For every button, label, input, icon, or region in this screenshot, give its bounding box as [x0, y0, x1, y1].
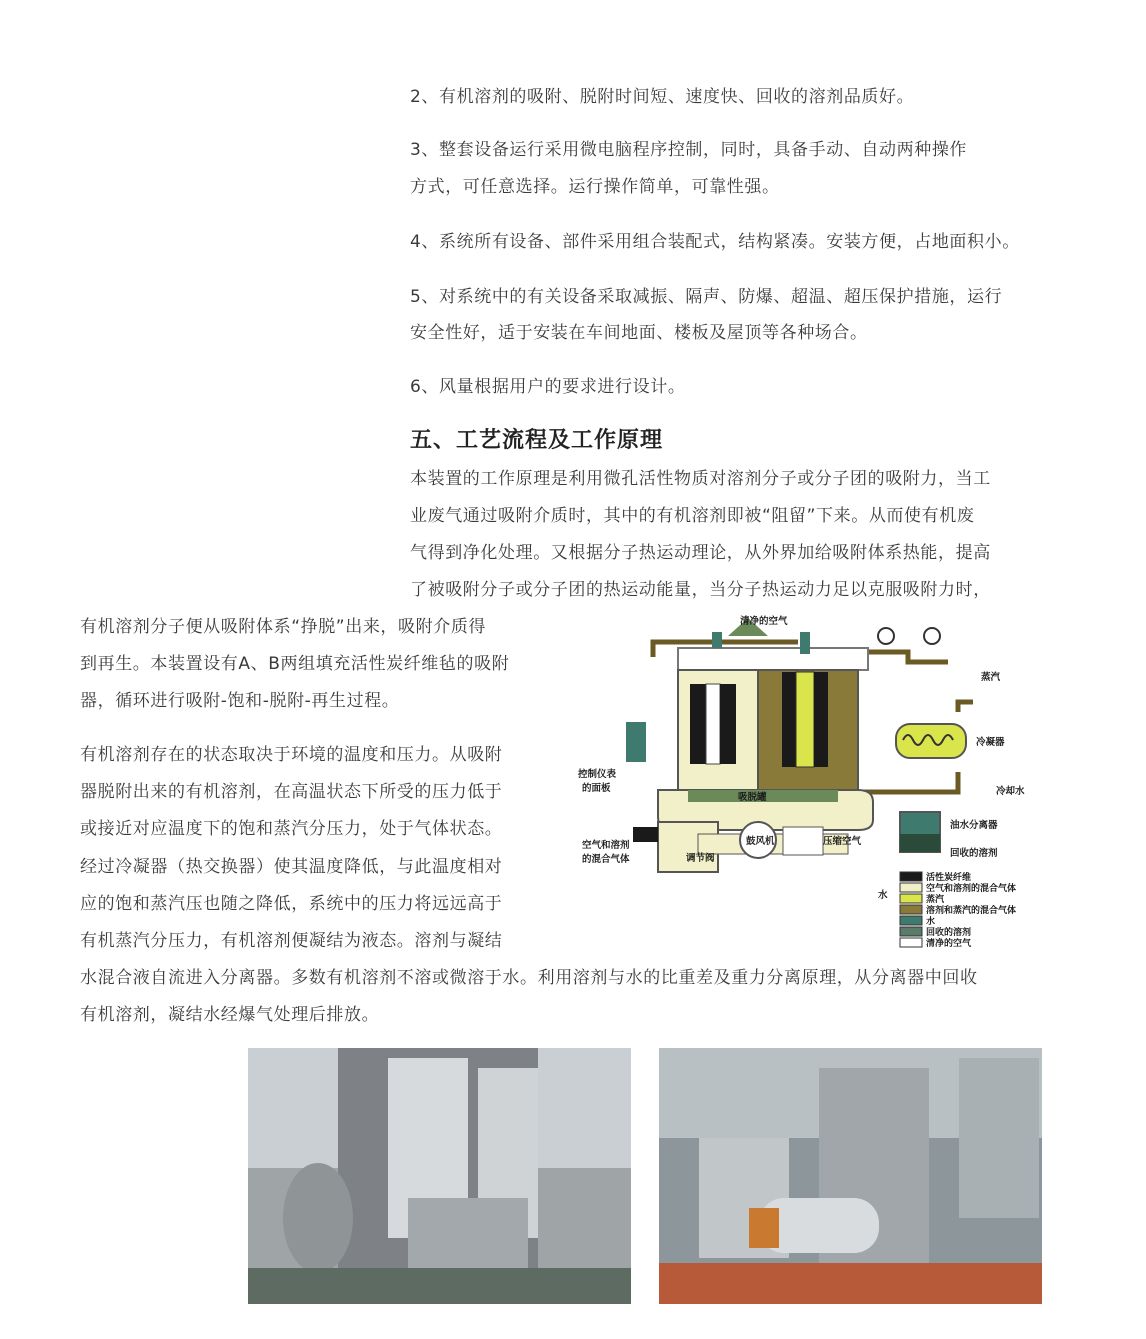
legend-label: 水 [926, 917, 936, 927]
control-panel [626, 722, 646, 762]
air-solvent-label-2: 的混合气体 [582, 854, 630, 865]
carbon-fiber-a2 [720, 684, 736, 764]
item-3-line-1: 3、整套设备运行采用微电脑程序控制，同时，具备手动、自动两种操作 [410, 140, 968, 160]
principle-line-4: 了被吸附分子或分子团的热运动能量，当分子热运动力足以克服吸附力时， [410, 580, 991, 600]
left-b-line-1: 有机溶剂存在的状态取决于环境的温度和压力。从吸附 [80, 745, 503, 765]
carbon-fiber-a1 [690, 684, 706, 764]
equipment-photo-2 [659, 1048, 1042, 1304]
separator-label: 油水分离器 [950, 820, 998, 831]
filter [783, 827, 823, 855]
legend-label: 清净的空气 [926, 939, 972, 949]
legend-label: 空气和溶剂的混合气体 [926, 884, 1017, 894]
legend-label: 蒸汽 [926, 895, 945, 905]
full-line-2: 有机溶剂，凝结水经爆气处理后排放。 [80, 1005, 380, 1025]
recovered-solvent-label: 回收的溶剂 [950, 848, 998, 859]
item-5-line-1: 5、对系统中的有关设备采取减振、隔声、防爆、超温、超压保护措施，运行 [410, 287, 1003, 307]
condenser-label: 冷凝器 [976, 737, 1005, 748]
compressed-air-label: 压缩空气 [823, 836, 862, 847]
full-line-1: 水混合液自流进入分离器。多数有机溶剂不溶或微溶于水。利用溶剂与水的比重差及重力分离原理，从分离器中回收 [80, 968, 978, 988]
item-2: 2、有机溶剂的吸附、脱附时间短、速度快、回收的溶剂品质好。 [410, 87, 915, 107]
carbon-fiber-b2 [814, 672, 828, 767]
control-panel-label-1: 控制仪表 [578, 769, 617, 780]
legend-label: 活性炭纤维 [926, 873, 972, 883]
process-flow-diagram [578, 612, 1048, 962]
equipment-photo-1 [248, 1048, 631, 1304]
legend-swatch [900, 916, 922, 925]
air-solvent-label-1: 空气和溶剂 [582, 840, 630, 851]
steam-label: 蒸汽 [981, 672, 1001, 683]
left-b-line-4: 经过冷凝器（热交换器）使其温度降低，与此温度相对 [80, 857, 503, 877]
item-3-line-2: 方式，可任意选择。运行操作简单，可靠性强。 [410, 177, 780, 197]
regulating-valve-label: 调节阀 [686, 853, 715, 864]
left-a-line-3: 器，循环进行吸附-饱和-脱附-再生过程。 [80, 691, 400, 711]
clean-air-outlet [678, 648, 868, 670]
principle-line-3: 气得到净化处理。又根据分子热运动理论，从外界加给吸附体系热能，提高 [410, 543, 991, 563]
legend-swatch [900, 927, 922, 936]
pressure-gauge-1 [878, 628, 894, 644]
legend-swatch [900, 938, 922, 947]
legend-label: 回收的溶剂 [926, 928, 972, 938]
item-4: 4、系统所有设备、部件采用组合装配式，结构紧凑。安装方便，占地面积小。 [410, 232, 1020, 252]
cooling-water-label: 冷却水 [996, 786, 1025, 797]
control-panel-label-2: 的面板 [582, 783, 611, 794]
blower-label: 鼓风机 [746, 836, 775, 847]
left-a-line-2: 到再生。本装置设有A、B两组填充活性炭纤维毡的吸附 [80, 654, 510, 674]
condenser [896, 724, 966, 758]
clean-air-label: 清净的空气 [740, 616, 788, 627]
pressure-gauge-2 [924, 628, 940, 644]
legend-label: 溶剂和蒸汽的混合气体 [926, 906, 1017, 916]
legend-swatch [900, 894, 922, 903]
carbon-fiber-b1 [782, 672, 796, 767]
left-b-line-5: 应的饱和蒸汽压也随之降低，系统中的压力将远远高于 [80, 894, 503, 914]
diagram-legend [900, 871, 1016, 949]
legend-swatch [900, 883, 922, 892]
steam-core-b [796, 672, 814, 767]
left-b-line-3: 或接近对应温度下的饱和蒸汽分压力，处于气体状态。 [80, 819, 503, 839]
desorb-tank-label: 吸脱罐 [738, 792, 767, 803]
principle-line-2: 业废气通过吸附介质时，其中的有机溶剂即被“阻留”下来。从而使有机废 [410, 506, 975, 526]
water-label: 水 [878, 890, 888, 901]
left-a-line-1: 有机溶剂分子便从吸附体系“挣脱”出来，吸附介质得 [80, 617, 487, 637]
legend-swatch [900, 905, 922, 914]
left-b-line-2: 器脱附出来的有机溶剂，在高温状态下所受的压力低于 [80, 782, 503, 802]
principle-line-1: 本装置的工作原理是利用微孔活性物质对溶剂分子或分子团的吸附力，当工 [410, 469, 991, 489]
item-6: 6、风量根据用户的要求进行设计。 [410, 377, 686, 397]
legend-swatch [900, 872, 922, 881]
section-heading: 五、工艺流程及工作原理 [410, 428, 664, 453]
item-5-line-2: 安全性好，适于安装在车间地面、楼板及屋顶等各种场合。 [410, 323, 868, 343]
left-b-line-6: 有机蒸汽分压力，有机溶剂便凝结为液态。溶剂与凝结 [80, 931, 503, 951]
